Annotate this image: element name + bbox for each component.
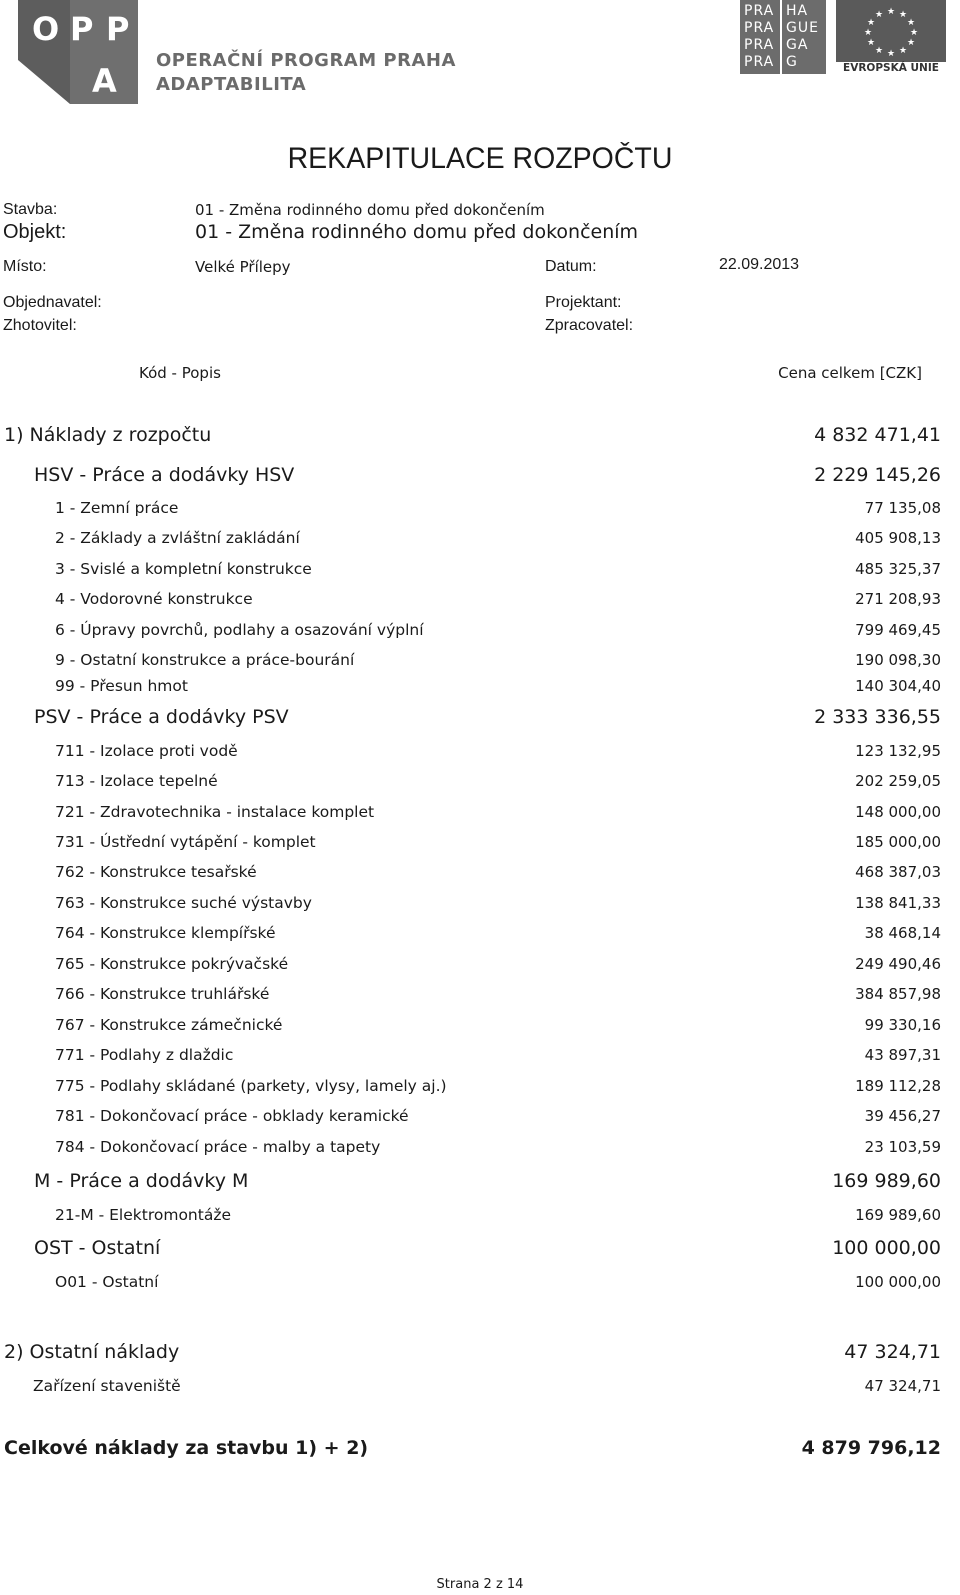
section-row bbox=[0, 424, 960, 450]
svg-text:★: ★ bbox=[863, 28, 873, 38]
row-amount: 185 000,00 bbox=[855, 833, 941, 851]
row-description: 1) Náklady z rozpočtu bbox=[4, 424, 212, 446]
row-amount: 123 132,95 bbox=[855, 742, 941, 760]
page-title: REKAPITULACE ROZPOČTU bbox=[287, 142, 673, 175]
row-amount: 384 857,98 bbox=[855, 985, 941, 1003]
item-row bbox=[0, 833, 960, 859]
row-amount: 2 229 145,26 bbox=[814, 464, 941, 486]
column-header-price-total: Cena celkem [CZK] bbox=[778, 364, 922, 382]
objekt-value: 01 - Změna rodinného domu před dokončením bbox=[195, 221, 639, 243]
praha-row-1-right: HA bbox=[786, 3, 809, 19]
row-description: 9 - Ostatní konstrukce a práce-bourání bbox=[55, 651, 355, 669]
row-amount: 4 879 796,12 bbox=[801, 1437, 941, 1459]
column-header-code-description: Kód - Popis bbox=[139, 364, 221, 382]
misto-label: Místo: bbox=[3, 258, 47, 275]
row-description: 2 - Základy a zvláštní zakládání bbox=[55, 529, 300, 547]
item-row bbox=[0, 1107, 960, 1133]
item-row bbox=[0, 863, 960, 889]
row-description: OST - Ostatní bbox=[34, 1237, 161, 1259]
item-row bbox=[0, 677, 960, 703]
praha-row-3-left: PRA bbox=[744, 37, 775, 53]
praha-row-3-right: GA bbox=[786, 37, 809, 53]
row-description: 3 - Svislé a kompletní konstrukce bbox=[55, 560, 312, 578]
item-row bbox=[0, 1046, 960, 1072]
item-row bbox=[0, 1273, 960, 1299]
svg-text:★: ★ bbox=[898, 46, 908, 56]
item-row bbox=[0, 1077, 960, 1103]
row-description: 731 - Ústřední vytápění - komplet bbox=[55, 833, 316, 851]
group-row bbox=[0, 464, 960, 490]
row-amount: 39 456,27 bbox=[864, 1107, 941, 1125]
objednavatel-label: Objednavatel: bbox=[3, 294, 102, 311]
row-description: 767 - Konstrukce zámečnické bbox=[55, 1016, 283, 1034]
row-amount: 100 000,00 bbox=[855, 1273, 941, 1291]
group-row bbox=[0, 1170, 960, 1196]
item-row bbox=[0, 985, 960, 1011]
zhotovitel-label: Zhotovitel: bbox=[3, 317, 77, 334]
datum-value: 22.09.2013 bbox=[719, 256, 800, 273]
eu-flag-icon bbox=[836, 0, 946, 62]
opp-letter-p1: P bbox=[70, 10, 94, 48]
svg-text:★: ★ bbox=[886, 7, 896, 17]
page-number: Strana 2 z 14 bbox=[436, 1577, 524, 1592]
row-amount: 77 135,08 bbox=[864, 499, 941, 517]
stavba-label: Stavba: bbox=[3, 201, 58, 218]
opp-letter-p2: P bbox=[106, 10, 130, 48]
row-amount: 202 259,05 bbox=[855, 772, 941, 790]
opp-program-line1: OPERAČNÍ PROGRAM PRAHA bbox=[156, 50, 456, 71]
projektant-label: Projektant: bbox=[545, 294, 622, 311]
item-row bbox=[0, 803, 960, 829]
praha-row-2-right: GUE bbox=[786, 20, 819, 36]
item-row bbox=[0, 1138, 960, 1164]
row-description: 721 - Zdravotechnika - instalace komplet bbox=[55, 803, 375, 821]
item-row bbox=[0, 499, 960, 525]
row-amount: 468 387,03 bbox=[855, 863, 941, 881]
item-row bbox=[0, 955, 960, 981]
misto-value: Velké Přílepy bbox=[195, 258, 291, 276]
section-row bbox=[0, 1341, 960, 1367]
row-amount: 140 304,40 bbox=[855, 677, 941, 695]
row-amount: 43 897,31 bbox=[864, 1046, 941, 1064]
row-amount: 190 098,30 bbox=[855, 651, 941, 669]
row-description: 21-M - Elektromontáže bbox=[55, 1206, 231, 1224]
praha-row-1-left: PRA bbox=[744, 3, 775, 19]
item-row bbox=[0, 772, 960, 798]
row-amount: 271 208,93 bbox=[855, 590, 941, 608]
row-description: 765 - Konstrukce pokrývačské bbox=[55, 955, 289, 973]
svg-text:★: ★ bbox=[874, 46, 884, 56]
opp-program-line2: ADAPTABILITA bbox=[156, 74, 307, 95]
row-description: 766 - Konstrukce truhlářské bbox=[55, 985, 270, 1003]
row-description: Celkové náklady za stavbu 1) + 2) bbox=[4, 1437, 369, 1459]
row-amount: 169 989,60 bbox=[855, 1206, 941, 1224]
row-description: HSV - Práce a dodávky HSV bbox=[34, 464, 295, 486]
row-amount: 99 330,16 bbox=[864, 1016, 941, 1034]
row-amount: 405 908,13 bbox=[855, 529, 941, 547]
row-description: 1 - Zemní práce bbox=[55, 499, 179, 517]
row-description: M - Práce a dodávky M bbox=[34, 1170, 249, 1192]
stavba-value: 01 - Změna rodinného domu před dokončením bbox=[195, 201, 545, 219]
item-row bbox=[0, 651, 960, 677]
row-amount: 38 468,14 bbox=[864, 924, 941, 942]
row-description: 763 - Konstrukce suché výstavby bbox=[55, 894, 312, 912]
svg-text:★: ★ bbox=[898, 10, 908, 20]
row-description: 771 - Podlahy z dlaždic bbox=[55, 1046, 234, 1064]
row-amount: 23 103,59 bbox=[864, 1138, 941, 1156]
praha-row-4-right: G bbox=[786, 54, 798, 70]
item-row bbox=[0, 924, 960, 950]
row-amount: 2 333 336,55 bbox=[814, 706, 941, 728]
row-amount: 138 841,33 bbox=[855, 894, 941, 912]
row-description: 711 - Izolace proti vodě bbox=[55, 742, 238, 760]
row-description: 764 - Konstrukce klempířské bbox=[55, 924, 276, 942]
row-description: 99 - Přesun hmot bbox=[55, 677, 188, 695]
row-amount: 47 324,71 bbox=[864, 1377, 941, 1395]
svg-text:★: ★ bbox=[866, 18, 876, 28]
row-amount: 799 469,45 bbox=[855, 621, 941, 639]
group-row bbox=[0, 706, 960, 732]
row-description: 4 - Vodorovné konstrukce bbox=[55, 590, 253, 608]
praha-row-2-left: PRA bbox=[744, 20, 775, 36]
row-description: 6 - Úpravy povrchů, podlahy a osazování výplní bbox=[55, 621, 424, 639]
row-description: O01 - Ostatní bbox=[55, 1273, 159, 1291]
row-description: 713 - Izolace tepelné bbox=[55, 772, 218, 790]
grand-total-row bbox=[0, 1437, 960, 1463]
group-row bbox=[0, 1237, 960, 1263]
row-description: PSV - Práce a dodávky PSV bbox=[34, 706, 289, 728]
row-description: Zařízení staveniště bbox=[33, 1377, 181, 1395]
row-description: 2) Ostatní náklady bbox=[4, 1341, 180, 1363]
item-row bbox=[0, 742, 960, 768]
row-amount: 148 000,00 bbox=[855, 803, 941, 821]
objekt-label: Objekt: bbox=[3, 221, 67, 243]
row-description: 775 - Podlahy skládané (parkety, vlysy, lamely aj.) bbox=[55, 1077, 447, 1095]
item-row bbox=[0, 529, 960, 555]
svg-text:★: ★ bbox=[906, 38, 916, 48]
row-amount: 4 832 471,41 bbox=[814, 424, 941, 446]
item-row bbox=[0, 1016, 960, 1042]
item-row bbox=[0, 590, 960, 616]
item-row bbox=[0, 1206, 960, 1232]
row-amount: 249 490,46 bbox=[855, 955, 941, 973]
item-row bbox=[0, 621, 960, 647]
opp-letter-o: O bbox=[32, 10, 60, 48]
eu-label: EVROPSKÁ UNIE bbox=[843, 62, 939, 74]
datum-label: Datum: bbox=[545, 258, 597, 275]
svg-text:★: ★ bbox=[909, 28, 919, 38]
svg-text:★: ★ bbox=[874, 10, 884, 20]
svg-text:★: ★ bbox=[866, 38, 876, 48]
row-amount: 189 112,28 bbox=[855, 1077, 941, 1095]
row-amount: 169 989,60 bbox=[832, 1170, 941, 1192]
item-row bbox=[0, 560, 960, 586]
opp-letter-a: A bbox=[92, 62, 117, 100]
svg-text:★: ★ bbox=[886, 49, 896, 59]
row-amount: 485 325,37 bbox=[855, 560, 941, 578]
zpracovatel-label: Zpracovatel: bbox=[545, 317, 634, 334]
row-amount: 47 324,71 bbox=[844, 1341, 941, 1363]
opp-logo bbox=[18, 0, 138, 104]
svg-text:★: ★ bbox=[906, 18, 916, 28]
row-description: 784 - Dokončovací práce - malby a tapety bbox=[55, 1138, 381, 1156]
row-description: 781 - Dokončovací práce - obklady keramické bbox=[55, 1107, 409, 1125]
row-description: 762 - Konstrukce tesařské bbox=[55, 863, 257, 881]
praha-row-4-left: PRA bbox=[744, 54, 775, 70]
row-amount: 100 000,00 bbox=[832, 1237, 941, 1259]
item-row bbox=[0, 894, 960, 920]
praha-logo bbox=[740, 0, 826, 74]
item-row bbox=[0, 1377, 960, 1403]
